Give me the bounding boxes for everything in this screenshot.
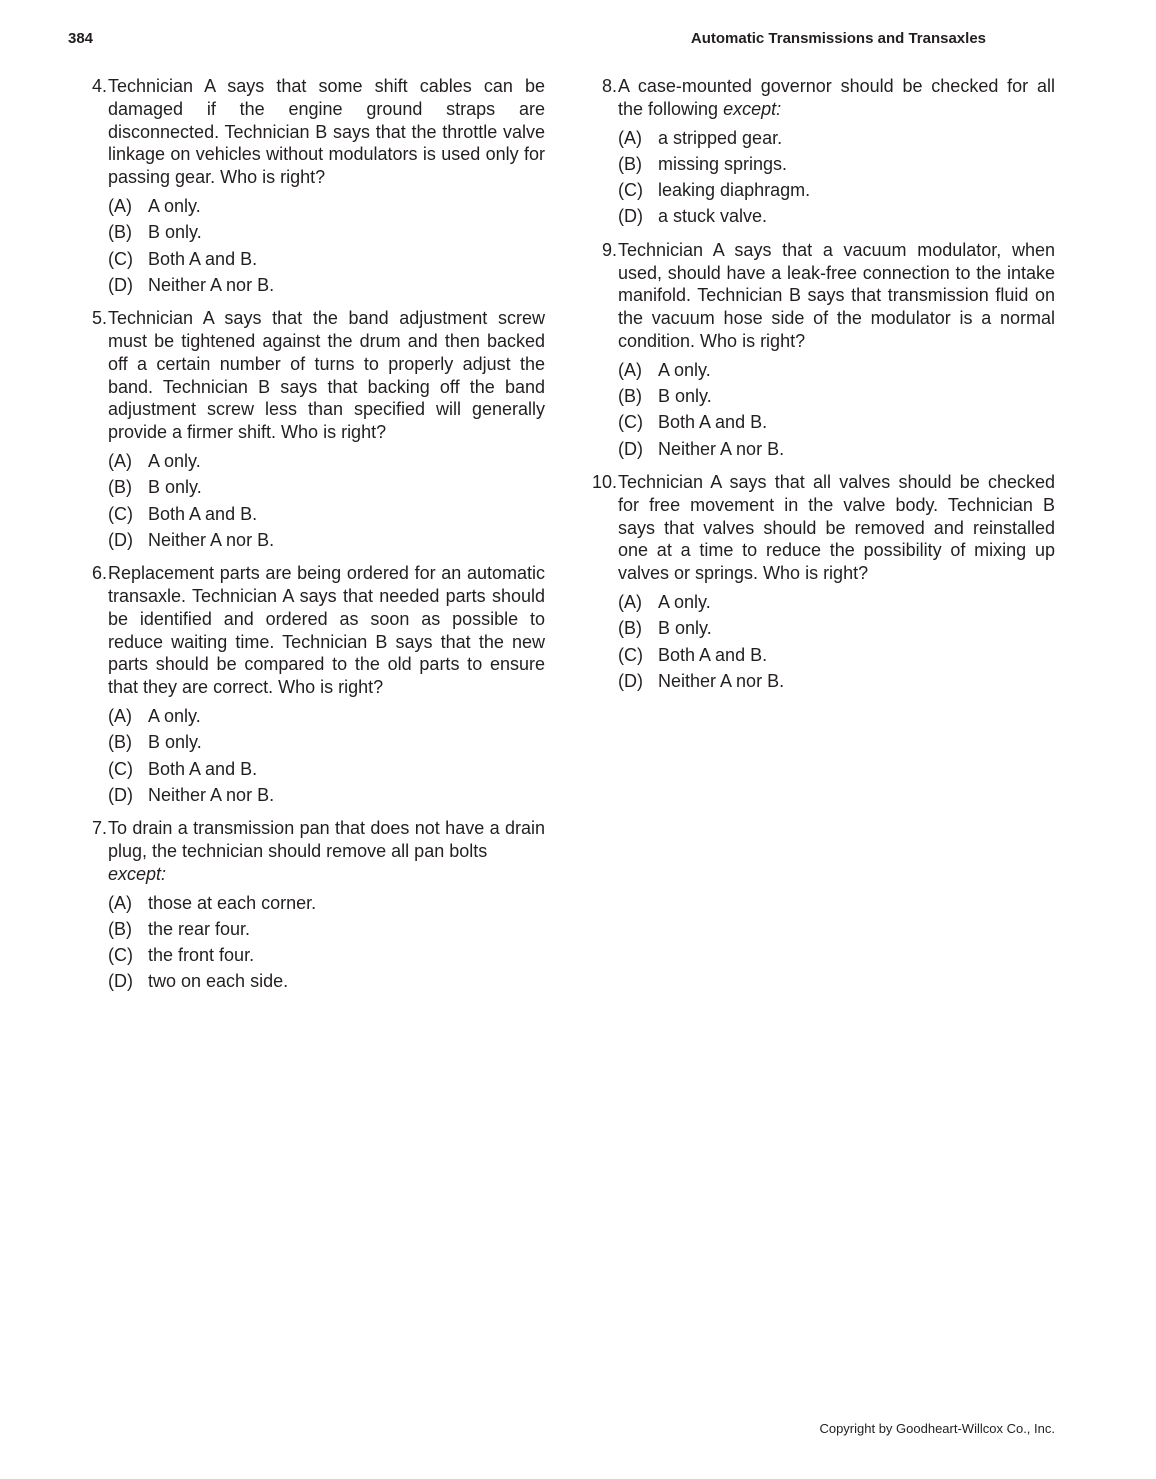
answer-choice xyxy=(108,219,545,245)
choice-letter: (D) xyxy=(618,438,643,459)
answer-choice xyxy=(618,668,1055,694)
question-4 xyxy=(68,75,545,298)
choice-text: B only. xyxy=(148,732,202,753)
answer-choice xyxy=(108,890,545,916)
answer-choice xyxy=(108,448,545,474)
answer-choice xyxy=(618,615,1055,641)
choice-letter: (D) xyxy=(108,971,133,992)
answer-choice xyxy=(108,782,545,808)
question-10 xyxy=(578,471,1055,694)
answer-choice xyxy=(108,729,545,755)
choice-text: Both A and B. xyxy=(148,503,258,524)
answer-choice xyxy=(618,125,1055,151)
choice-text: leaking diaphragm. xyxy=(658,180,811,201)
question-number: 8. xyxy=(601,76,617,96)
choice-text: Neither A nor B. xyxy=(658,670,785,691)
question-text: Technician A says that some shift cables can be damaged if the engine ground straps are disconnected. Technician B says that the throttle valve linkage on vehicles without modulators is used only for passing gear. Who is right? xyxy=(108,76,545,188)
choice-text: a stuck valve. xyxy=(658,206,768,227)
choice-text: Both A and B. xyxy=(148,758,258,779)
choice-text: A only. xyxy=(658,359,711,380)
answer-choice xyxy=(108,527,545,553)
choice-letter: (D) xyxy=(618,670,643,691)
question-number: 7. xyxy=(91,818,107,839)
question-number: 6. xyxy=(91,563,107,584)
question-number: 10. xyxy=(591,471,617,492)
question-text: Technician A says that a vacuum modulator, when used, should have a leak-free connection to the intake manifold. Technician B says that transmission fluid on the vacuum hose side of the modulator is a normal condition. Who is right? xyxy=(618,239,1055,351)
question-text: A case-mounted governor should be checked for all the following except: xyxy=(618,76,1055,119)
choice-letter: (A) xyxy=(618,127,642,148)
choice-letter: (B) xyxy=(618,153,642,174)
question-emphasis: except: xyxy=(108,863,167,884)
page-number: 384 xyxy=(68,30,94,47)
choice-letter: (C) xyxy=(108,503,133,524)
choice-text: Neither A nor B. xyxy=(148,784,275,805)
choice-letter: (C) xyxy=(108,758,133,779)
choice-text: B only. xyxy=(658,618,712,639)
question-7 xyxy=(68,817,545,995)
question-text: Technician A says that all valves should be checked for free movement in the valve body. Technician B says that valves should be removed and reinstalled one at a time to reduce the possibility of mixing up valves or springs. Who is right? xyxy=(618,471,1055,584)
question-6 xyxy=(68,562,545,808)
answer-choice xyxy=(108,703,545,729)
choice-text: the rear four. xyxy=(148,918,251,939)
answer-choice xyxy=(618,383,1055,409)
left-column xyxy=(68,75,545,1004)
question-5 xyxy=(68,307,545,553)
choice-text: B only. xyxy=(658,386,712,407)
answer-choice xyxy=(108,756,545,782)
choice-letter: (A) xyxy=(108,705,132,726)
answer-choice xyxy=(618,151,1055,177)
question-8 xyxy=(578,75,1055,230)
answer-choice xyxy=(618,357,1055,383)
question-text: To drain a transmission pan that does not have a drain plug, the technician should remove all pan bolts except: xyxy=(108,818,545,884)
answer-choice xyxy=(108,193,545,219)
choice-text: B only. xyxy=(148,222,202,243)
choice-letter: (A) xyxy=(108,450,132,471)
answer-choice xyxy=(618,436,1055,462)
choice-letter: (B) xyxy=(108,477,132,498)
choice-letter: (C) xyxy=(618,644,643,665)
choice-text: B only. xyxy=(148,477,202,498)
choice-text: Neither A nor B. xyxy=(658,438,785,459)
choice-letter: (B) xyxy=(108,732,132,753)
choice-letter: (A) xyxy=(108,892,132,913)
answer-choice xyxy=(108,474,545,500)
choice-letter: (C) xyxy=(108,248,133,269)
answer-choice xyxy=(108,942,545,968)
question-number: 9. xyxy=(601,239,617,260)
choice-text: A only. xyxy=(658,591,711,612)
choice-letter: (C) xyxy=(618,412,643,433)
question-text: Technician A says that the band adjustment screw must be tightened against the drum and then backed off a certain number of turns to properly adjust the band. Technician B says that backing off the band adjustment screw less than specified will generally provide a firmer shift. Who is right? xyxy=(108,308,545,443)
choice-text: A only. xyxy=(148,195,201,216)
choice-letter: (B) xyxy=(108,222,132,243)
choice-text: a stripped gear. xyxy=(658,127,783,148)
question-number: 5. xyxy=(91,308,107,329)
choice-text: Neither A nor B. xyxy=(148,529,275,550)
answer-choice xyxy=(108,916,545,942)
choice-letter: (B) xyxy=(618,618,642,639)
answer-choice xyxy=(108,246,545,272)
choice-letter: (B) xyxy=(618,386,642,407)
choice-text: A only. xyxy=(148,450,201,471)
choice-letter: (D) xyxy=(108,274,133,295)
answer-choice xyxy=(618,642,1055,668)
question-emphasis: except: xyxy=(723,98,782,119)
choice-text: Both A and B. xyxy=(148,248,258,269)
choice-letter: (D) xyxy=(618,206,643,227)
answer-choice xyxy=(618,409,1055,435)
copyright-notice: Copyright by Goodheart-Willcox Co., Inc. xyxy=(819,1421,1055,1436)
choice-text: Both A and B. xyxy=(658,644,768,665)
choice-letter: (D) xyxy=(108,784,133,805)
choice-text: Both A and B. xyxy=(658,412,768,433)
choice-text: the front four. xyxy=(148,945,255,966)
answer-choice xyxy=(618,589,1055,615)
answer-choice xyxy=(108,272,545,298)
choice-letter: (B) xyxy=(108,918,132,939)
choice-text: A only. xyxy=(148,705,201,726)
answer-choice xyxy=(108,501,545,527)
answer-choice xyxy=(618,177,1055,203)
choice-text: missing springs. xyxy=(658,153,788,174)
choice-text: those at each corner. xyxy=(148,892,317,913)
choice-letter: (A) xyxy=(618,359,642,380)
question-9 xyxy=(578,239,1055,462)
choice-text: two on each side. xyxy=(148,971,289,992)
choice-letter: (C) xyxy=(618,180,643,201)
question-number: 4. xyxy=(91,76,107,96)
choice-letter: (D) xyxy=(108,529,133,550)
answer-choice xyxy=(108,968,545,994)
choice-text: Neither A nor B. xyxy=(148,274,275,295)
choice-letter: (C) xyxy=(108,945,133,966)
right-column xyxy=(578,75,1055,703)
question-text: Replacement parts are being ordered for an automatic transaxle. Technician A says that needed parts should be identified and ordered as soon as possible to reduce waiting time. Technician B says that the new parts should be compared to the old parts to ensure that they are correct. Who is right? xyxy=(108,563,545,698)
book-title: Automatic Transmissions and Transaxles xyxy=(690,30,986,47)
answer-choice xyxy=(618,203,1055,229)
choice-letter: (A) xyxy=(108,195,132,216)
choice-letter: (A) xyxy=(618,591,642,612)
